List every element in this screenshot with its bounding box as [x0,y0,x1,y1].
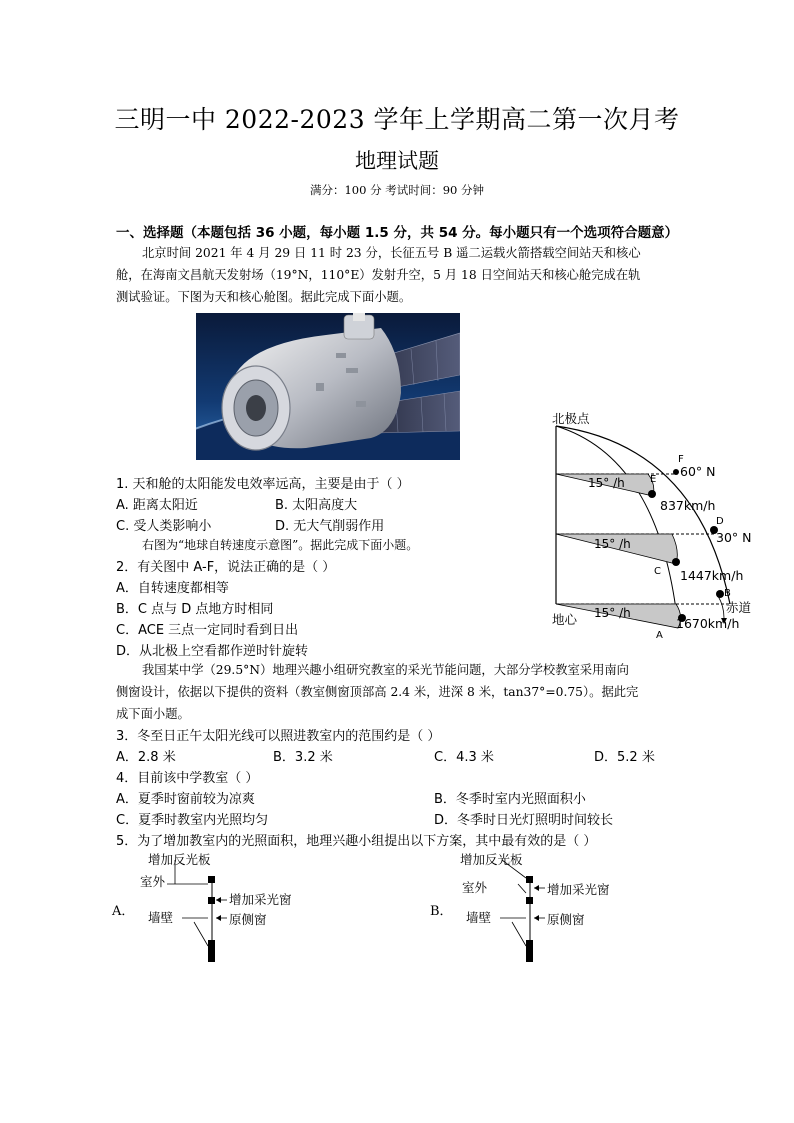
passage1-line1: 北京时间 2021 年 4 月 29 日 11 时 23 分，长征五号 B 遥二运载火箭搭载空间站天和核心 [142,246,641,260]
q5-a-diagram [112,848,322,968]
q5-b-letter[interactable]: B． [430,904,453,919]
q5-option-a-figure[interactable] [112,848,322,968]
earth-center-label: 地心 [552,612,578,627]
q5-stem: 5．为了增加教室内的光照面积，地理兴趣小组提出以下方案，其中最有效的是（ ） [116,834,597,849]
space-station-photo [196,313,460,460]
passage2: 右图为“地球自转速度示意图”。据此完成下面小题。 [142,538,419,552]
q4-option-c[interactable]: C．夏季时教室内光照均匀 [116,813,269,828]
angular-speed-2: 15° /h [594,537,631,551]
linear-speed-1: 837km/h [660,498,716,513]
q4-option-b[interactable]: B．冬季时室内光照面积小 [434,792,586,807]
q3-option-c[interactable]: C．4.3 米 [434,750,494,765]
q3-option-b[interactable]: B．3.2 米 [273,750,333,765]
exam-subtitle: 地理试题 [355,149,439,173]
q4-stem: 4．目前该中学教室（ ） [116,771,259,786]
q2-option-a[interactable]: A．自转速度都相等 [116,581,229,596]
q2-stem: 2．有关图中 A-F，说法正确的是（ ） [116,560,336,575]
north-pole-label: 北极点 [552,411,590,426]
linear-speed-2: 1447km/h [680,568,744,583]
point-e: E [650,474,657,485]
q2-option-b[interactable]: B．C 点与 D 点地方时相同 [116,602,274,617]
q5-a-reflector-label: 增加反光板 [148,852,211,867]
equator-label: 赤道 [726,600,752,615]
q5-a-wall-label: 墙壁 [148,910,174,925]
space-station-image [196,313,460,460]
q5-a-letter[interactable]: A． [112,904,135,919]
q4-option-d[interactable]: D．冬季时日光灯照明时间较长 [434,813,614,828]
q1-option-b[interactable]: B. 太阳高度大 [275,498,358,513]
linear-speed-3: 1670km/h [676,616,740,631]
q5-b-reflector-label: 增加反光板 [460,852,523,867]
q5-b-new-window-label: 增加采光窗 [547,882,610,897]
passage3-line1: 我国某中学（29.5°N）地理兴趣小组研究教室的采光节能问题，大部分学校教室采用南向 [142,663,629,677]
q3-option-d[interactable]: D．5.2 米 [594,750,655,765]
q1-option-d[interactable]: D. 无大气削弱作用 [275,519,385,534]
exam-meta: 满分：100 分 考试时间：90 分钟 [309,183,485,197]
q4-option-a[interactable]: A．夏季时窗前较为凉爽 [116,792,255,807]
rotation-speed-figure [548,406,763,646]
q5-b-wall-label: 墙壁 [466,910,492,925]
passage3-line2: 侧窗设计，依据以下提供的资料（教室侧窗顶部高 2.4 米，进深 8 米，tan37°=0.75）。据此完 [116,685,639,699]
q5-a-new-window-label: 增加采光窗 [229,892,292,907]
angular-speed-1: 15° /h [588,476,625,490]
passage3-line3: 成下面小题。 [116,707,190,721]
q2-option-c[interactable]: C．ACE 三点一定同时看到日出 [116,623,299,638]
q1-stem: 1. 天和舱的太阳能发电效率远高，主要是由于（ ） [116,477,410,492]
q5-a-orig-window-label: 原侧窗 [229,912,267,927]
point-a: A [656,630,663,641]
q3-option-a[interactable]: A．2.8 米 [116,750,176,765]
q3-stem: 3．冬至日正午太阳光线可以照进教室内的范围约是（ ） [116,729,441,744]
passage1-line3: 测试验证。下图为天和核心舱图。据此完成下面小题。 [116,290,412,304]
section-heading: 一、选择题（本题包括 36 小题，每小题 1.5 分，共 54 分。每小题只有一个选项符合题意） [116,225,679,241]
angular-speed-3: 15° /h [594,606,631,620]
lat60-label: 60° N [680,464,716,479]
q5-b-outdoor-label: 室外 [462,880,488,895]
point-b: B [724,588,731,599]
q5-option-b-figure[interactable] [430,848,640,968]
point-c: C [654,566,661,577]
passage1-line2: 舱，在海南文昌航天发射场（19°N，110°E）发射升空，5 月 18 日空间站天和核心舱完成在轨 [116,268,641,282]
exam-title: 三明一中 2022-2023 学年上学期高二第一次月考 [114,105,680,134]
q2-option-d[interactable]: D．从北极上空看都作逆时针旋转 [116,644,309,659]
q1-option-c[interactable]: C. 受人类影响小 [116,519,212,534]
q5-b-orig-window-label: 原侧窗 [547,912,585,927]
lat30-label: 30° N [716,530,752,545]
point-d: D [716,516,724,527]
q1-option-a[interactable]: A. 距离太阳近 [116,498,198,513]
q5-a-outdoor-label: 室外 [140,874,166,889]
point-f: F [678,454,684,465]
